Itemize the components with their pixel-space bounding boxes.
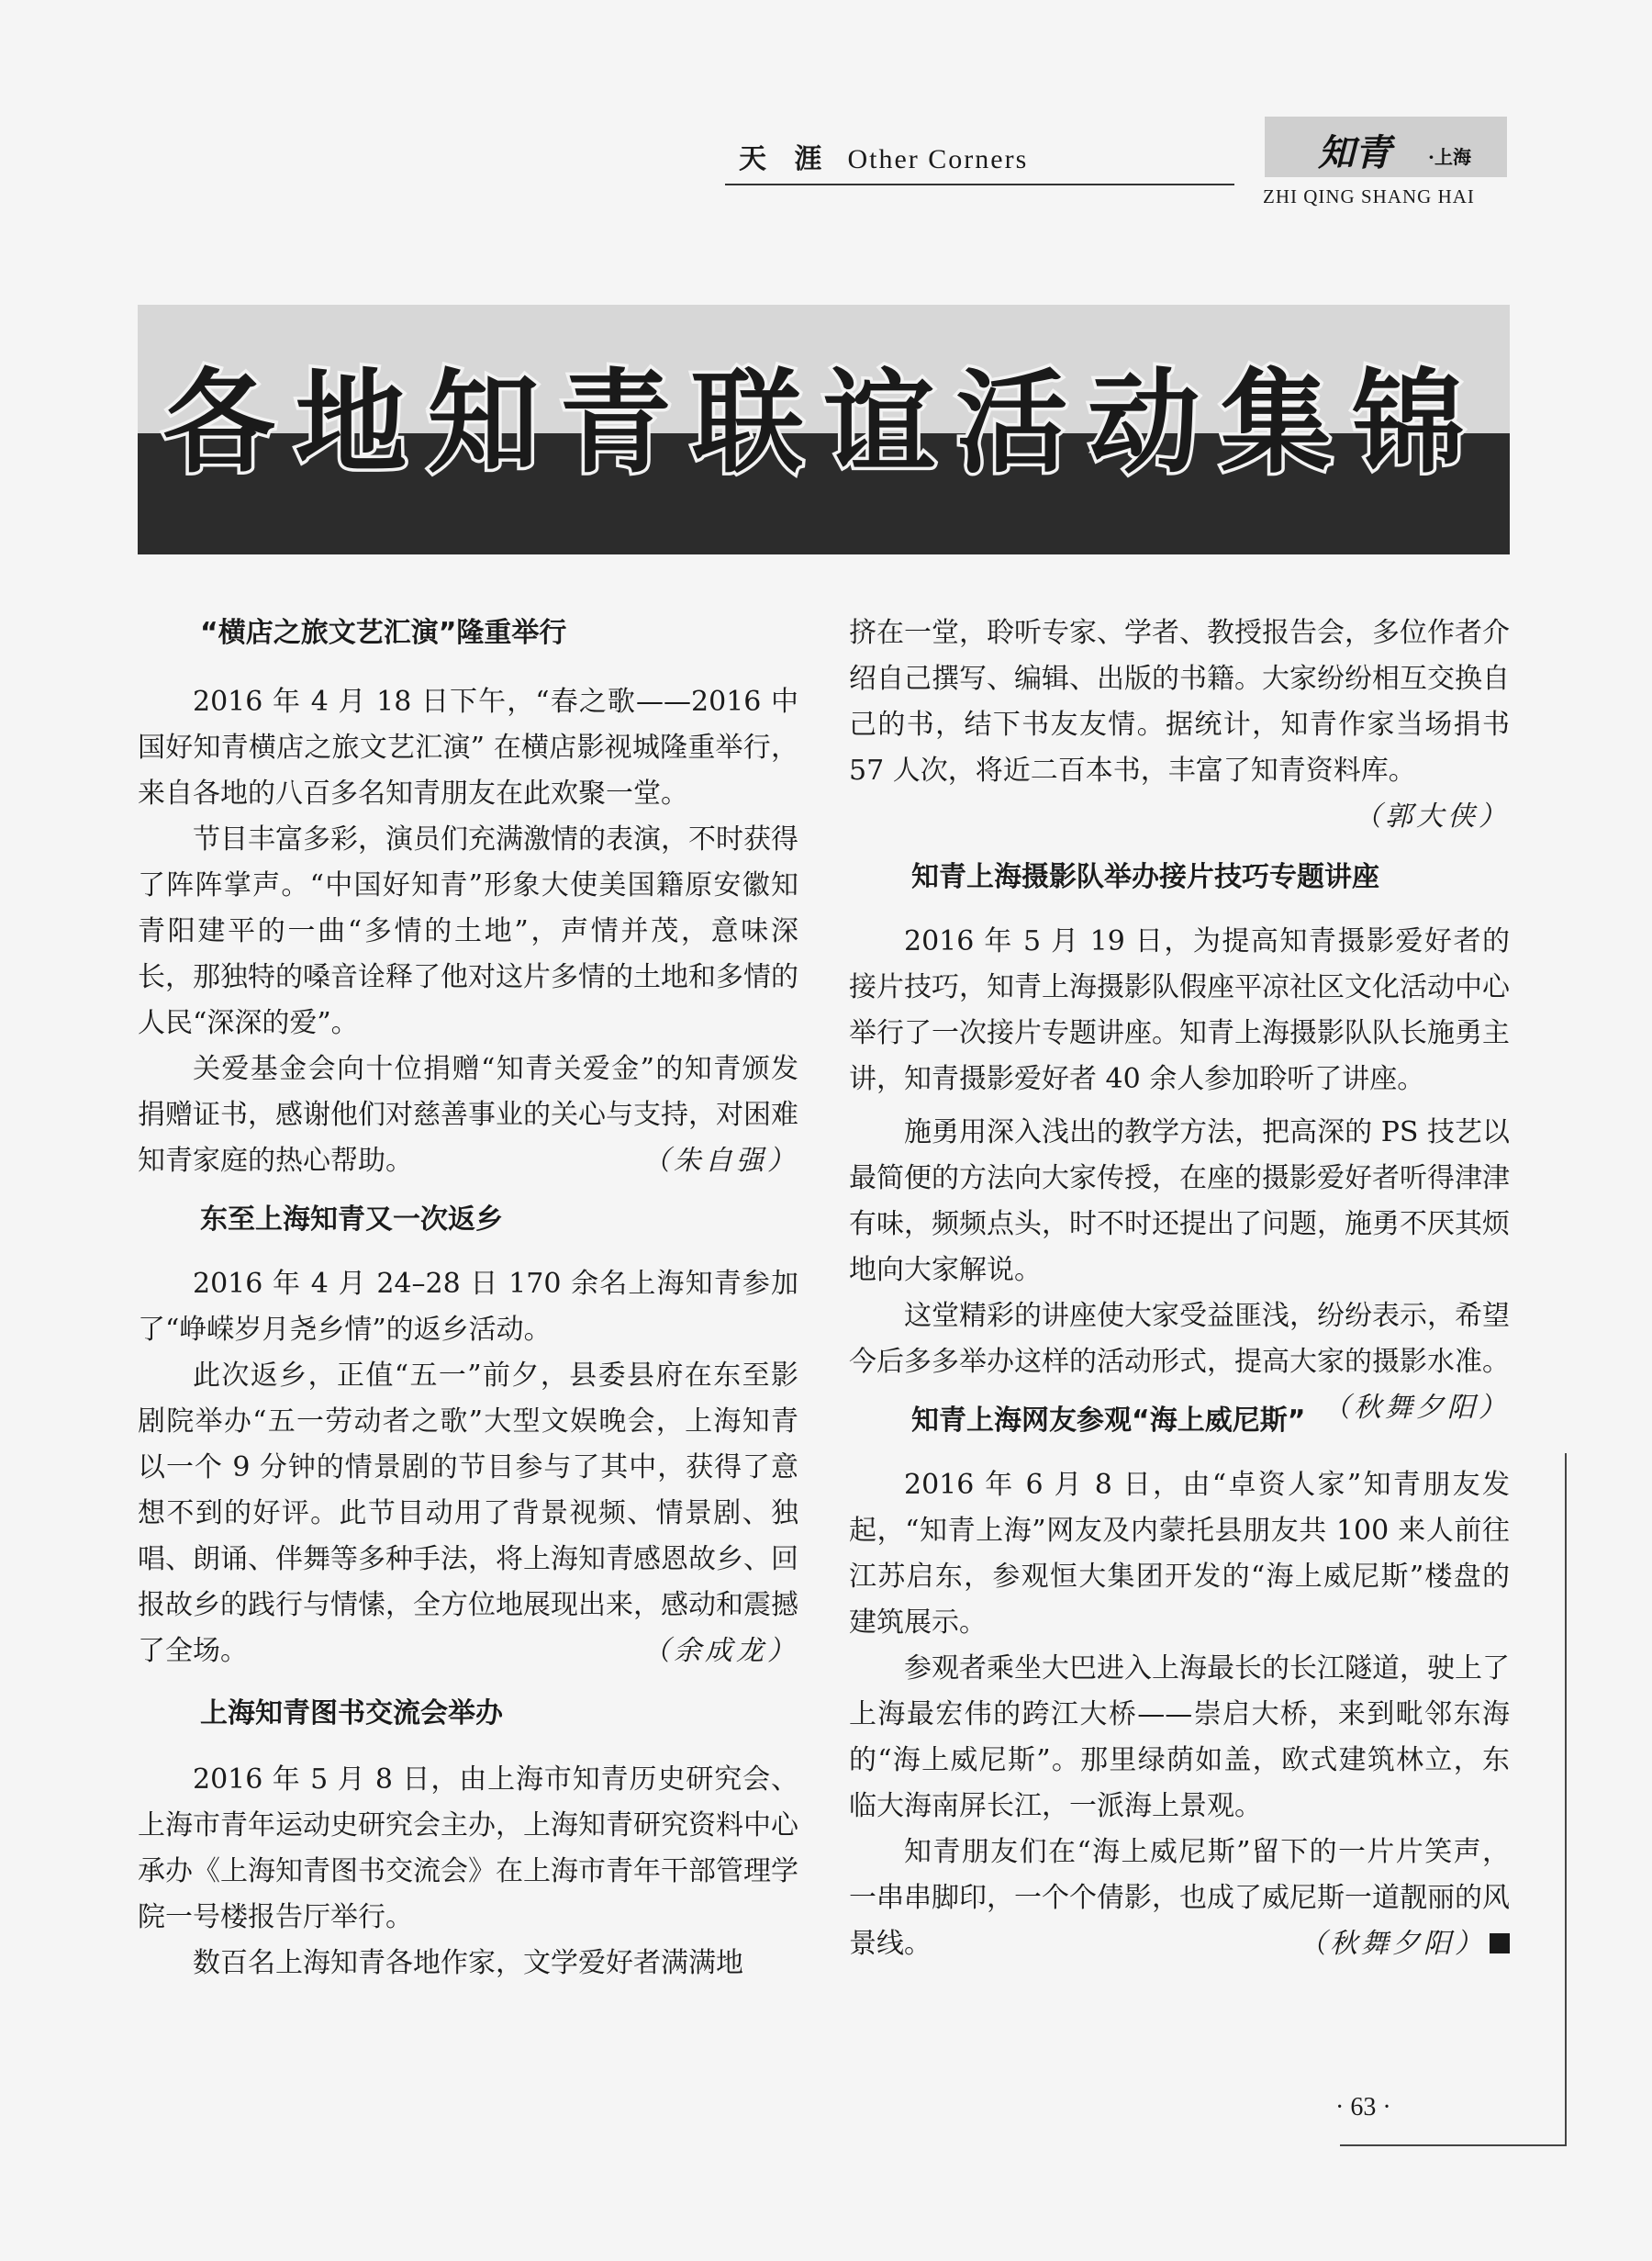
- author-signature: [1299, 1921, 1510, 1967]
- magazine-logo-script: 知青: [1318, 131, 1391, 174]
- article-title: “横店之旅文艺汇演”隆重举行: [200, 617, 567, 649]
- author-name: （秋舞夕阳）: [1299, 1928, 1486, 1960]
- paragraph: 节目丰富多彩，演员们充满激情的表演，不时获得了阵阵掌声。“中国好知青”形象大使美国籍原安徽知青阳建平的一曲“多情的土地”，声情并茂，意味深长，那独特的嗓音诠释了他对这片多情的土地和多情的人民“深深的爱”。: [138, 823, 798, 1039]
- paragraph: 2016 年 6 月 8 日，由“卓资人家”知青朋友发起，“知青上海”网友及内蒙托县朋友共 100 来人前往江苏启东，参观恒大集团开发的“海上威尼斯”楼盘的建筑展示。: [849, 1469, 1510, 1639]
- end-mark: [1490, 1933, 1510, 1953]
- paragraph-text: 关爱基金会向十位捐赠“知青关爱金”的知青颁发捐赠证书，感谢他们对慈善事业的关心与支持，对困难知青家庭的热心帮助。: [138, 1053, 798, 1177]
- header-rule: [725, 184, 1234, 185]
- magazine-logo-sub: ·上海: [1428, 146, 1471, 168]
- paragraph: 2016 年 5 月 8 日，由上海市知青历史研究会、上海市青年运动史研究会主办，上海知青研究资料中心承办《上海知青图书交流会》在上海市青年干部管理学院一号楼报告厅举行。: [138, 1763, 798, 1933]
- paragraph-text: 这堂精彩的讲座使大家受益匪浅，纷纷表示，希望今后多多举办这样的活动形式，提高大家的摄影水准。: [849, 1300, 1510, 1378]
- author-signature: （余成龙）: [642, 1635, 798, 1667]
- author-signature: （朱自强）: [642, 1145, 798, 1177]
- paragraph: 2016 年 5 月 19 日，为提高知青摄影爱好者的接片技巧，知青上海摄影队假座平凉社区文化活动中心举行了一次接片专题讲座。知青上海摄影队队长施勇主讲，知青摄影爱好者 40 余人参加聆听了讲座。: [849, 925, 1510, 1095]
- paragraph: 施勇用深入浅出的教学方法，把高深的 PS 技艺以最简便的方法向大家传授，在座的摄影爱好者听得津津有味，频频点头，时不时还提出了问题，施勇不厌其烦地向大家解说。: [849, 1116, 1510, 1286]
- section-title-en: Other Corners: [847, 144, 1029, 174]
- paragraph-text: 此次返乡，正值“五一”前夕，县委县府在东至影剧院举办“五一劳动者之歌”大型文娱晚会，上海知青以一个 9 分钟的情景剧的节目参与了其中，获得了意想不到的好评。此节目动用了背景视频、情景剧、独唱、朗诵、伴舞等多种手法，将上海知青感恩故乡、回报故乡的践行与情愫，全方位地展现出来，感动和震撼了全场。: [138, 1360, 798, 1667]
- magazine-pinyin: ZHI QING SHANG HAI: [1263, 185, 1475, 207]
- page-number: · 63 ·: [1335, 2093, 1391, 2121]
- page-bottom-rule: [1340, 2144, 1567, 2146]
- banner-title: 各地知青联谊活动集锦: [162, 358, 1485, 488]
- article-title: 上海知青图书交流会举办: [200, 1697, 503, 1729]
- paragraph: 数百名上海知青各地作家，文学爱好者满满地: [193, 1947, 743, 1979]
- author-signature: （秋舞夕阳）: [1323, 1392, 1510, 1424]
- title-banner: [138, 305, 1510, 554]
- page-right-rule: [1565, 1453, 1567, 2146]
- section-title-cn: 天 涯: [739, 143, 832, 175]
- paragraph: [849, 1830, 1510, 1967]
- paragraph: 2016 年 4 月 18 日下午，“春之歌——2016 中国好知青横店之旅文艺汇演” 在横店影视城隆重举行，来自各地的八百多名知青朋友在此欢聚一堂。: [138, 686, 798, 810]
- paragraph: [138, 1047, 798, 1184]
- paragraph: [138, 1353, 798, 1674]
- paragraph-text: 知青朋友们在“海上威尼斯”留下的一片片笑声，一串串脚印，一个个倩影，也成了威尼斯一道靓丽的风景线。: [849, 1836, 1510, 1960]
- article-title: 知青上海网友参观“海上威尼斯”: [911, 1405, 1306, 1437]
- right-column: [849, 610, 1510, 1967]
- article-title: 东至上海知青又一次返乡: [200, 1203, 503, 1236]
- paragraph: 参观者乘坐大巴进入上海最长的长江隧道，驶上了上海最宏伟的跨江大桥——崇启大桥，来到毗邻东海的“海上威尼斯”。那里绿荫如盖，欧式建筑林立，东临大海南屏长江，一派海上景观。: [849, 1652, 1510, 1822]
- left-column: [138, 610, 798, 1987]
- magazine-logo: [1265, 117, 1507, 177]
- paragraph: 2016 年 4 月 24–28 日 170 余名上海知青参加了“峥嵘岁月尧乡情”的返乡活动。: [138, 1268, 798, 1346]
- section-title: [739, 136, 1028, 176]
- author-signature: （郭大侠）: [1354, 800, 1510, 833]
- paragraph: 挤在一堂，聆听专家、学者、教授报告会，多位作者介绍自己撰写、编辑、出版的书籍。大家纷纷相互交换自己的书，结下书友友情。据统计，知青作家当场捐书 57 人次，将近二百本书，丰富了知青资料库。: [849, 617, 1510, 787]
- article-title: 知青上海摄影队举办接片技巧专题讲座: [911, 861, 1379, 893]
